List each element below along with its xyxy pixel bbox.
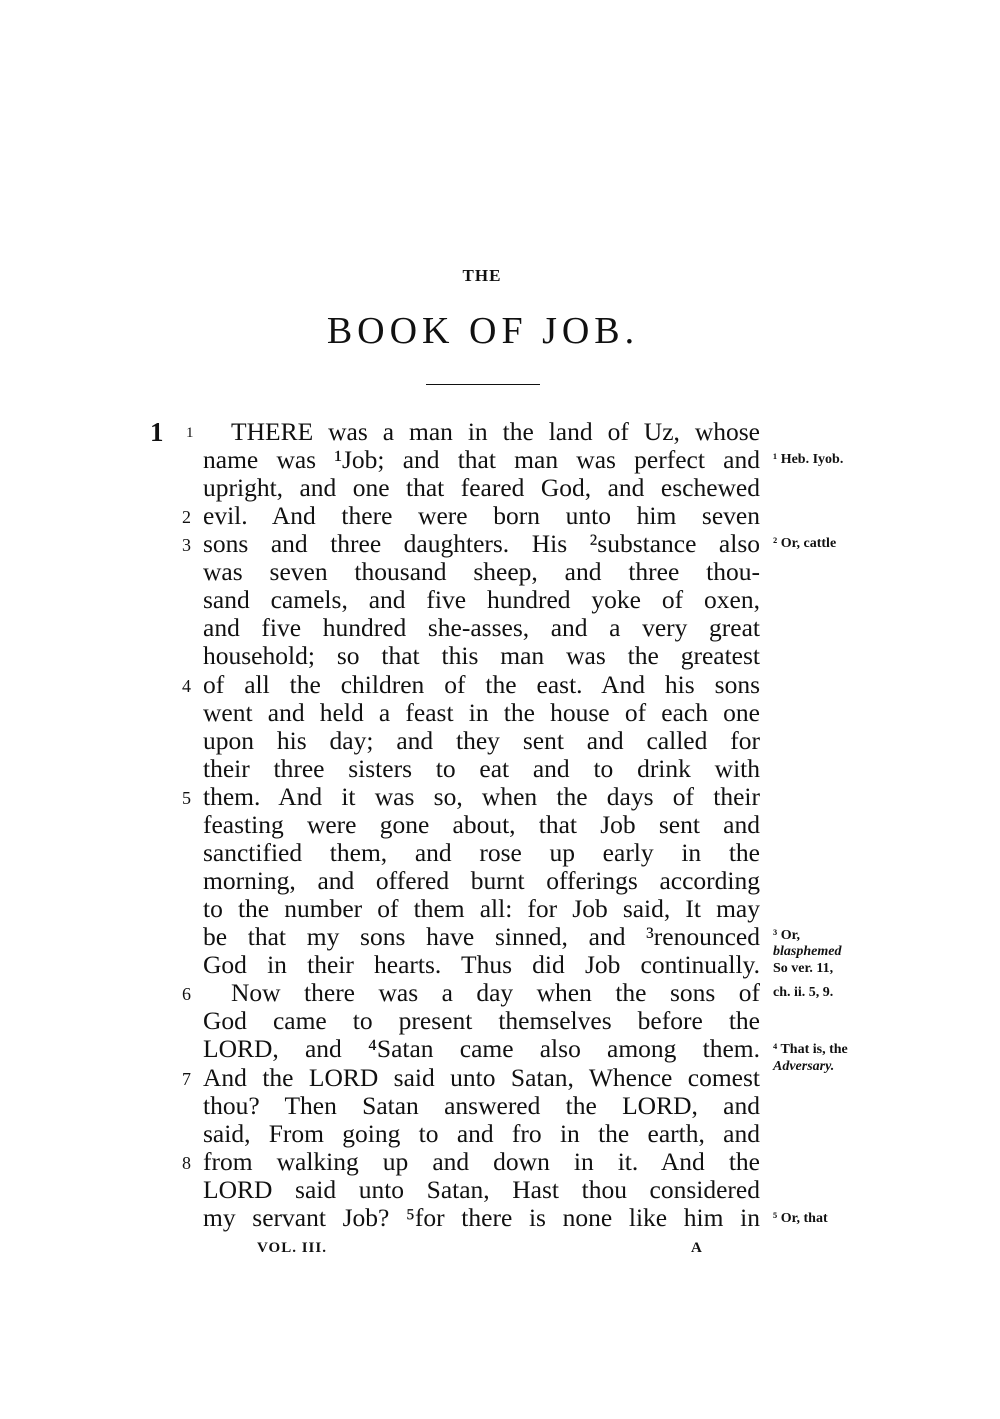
text-line: them. And it was so, when the days of their <box>203 783 760 811</box>
text-line: God came to present themselves before the <box>203 1007 760 1035</box>
verse-number: 5 <box>182 788 191 808</box>
title-article: THE <box>462 266 502 285</box>
volume-label: VOL. III. <box>257 1240 327 1256</box>
signature-mark: A <box>691 1240 702 1256</box>
title-rule <box>426 384 540 385</box>
verse-number: 2 <box>182 507 191 527</box>
text-line: was seven thousand sheep, and three thou- <box>203 558 760 586</box>
verse-number: 6 <box>182 984 191 1004</box>
text-line: household; so that this man was the greatest <box>203 642 760 670</box>
text-line: sand camels, and five hundred yoke of oxen, <box>203 586 760 614</box>
book-title: BOOK OF JOB. <box>326 310 640 352</box>
margin-note: So ver. 11, <box>773 961 834 976</box>
text-line: Now there was a day when the sons of <box>231 979 760 1007</box>
text-line: from walking up and down in it. And the <box>203 1148 760 1176</box>
margin-note: ³ Or, <box>773 928 801 943</box>
text-line: upright, and one that feared God, and eschewed <box>203 474 760 502</box>
text-line: feasting were gone about, that Job sent and <box>203 811 760 839</box>
verse-number: 1 <box>186 425 194 441</box>
text-line: LORD, and ⁴Satan came also among them. <box>203 1035 760 1063</box>
margin-note: ² Or, cattle <box>773 536 837 551</box>
text-line: God in their hearts. Thus did Job continually. <box>203 951 760 979</box>
verse-number: 4 <box>182 676 191 696</box>
margin-note: ¹ Heb. Iyob. <box>773 452 844 467</box>
text-line: and five hundred she-asses, and a very great <box>203 614 760 642</box>
text-line: went and held a feast in the house of each one <box>203 699 760 727</box>
text-line: thou? Then Satan answered the LORD, and <box>203 1092 760 1120</box>
margin-note: blasphemed <box>773 944 842 959</box>
margin-note: ch. ii. 5, 9. <box>773 985 834 1000</box>
text-line: sanctified them, and rose up early in the <box>203 839 760 867</box>
verse-number: 7 <box>182 1069 191 1089</box>
text-line: to the number of them all: for Job said, It may <box>203 895 760 923</box>
text-line: LORD said unto Satan, Hast thou considered <box>203 1176 760 1204</box>
text-line: name was ¹Job; and that man was perfect and <box>203 446 760 474</box>
margin-note: Adversary. <box>773 1059 835 1074</box>
text-line: evil. And there were born unto him seven <box>203 502 760 530</box>
text-line: of all the children of the east. And his sons <box>203 671 760 699</box>
verse-number: 8 <box>182 1153 191 1173</box>
margin-note: ⁴ That is, the <box>773 1042 848 1057</box>
text-line: upon his day; and they sent and called for <box>203 727 760 755</box>
text-line: said, From going to and fro in the earth, and <box>203 1120 760 1148</box>
text-line: my servant Job? ⁵for there is none like him in <box>203 1204 760 1232</box>
text-line: THERE was a man in the land of Uz, whose <box>231 418 760 446</box>
verse-number: 3 <box>182 535 191 555</box>
text-line: their three sisters to eat and to drink with <box>203 755 760 783</box>
text-line: And the LORD said unto Satan, Whence comest <box>203 1064 760 1092</box>
chapter-number: 1 <box>150 417 164 447</box>
text-line: sons and three daughters. His ²substance also <box>203 530 760 558</box>
margin-note: ⁵ Or, that <box>773 1211 828 1226</box>
text-line: morning, and offered burnt offerings according <box>203 867 760 895</box>
text-line: be that my sons have sinned, and ³renounced <box>203 923 760 951</box>
